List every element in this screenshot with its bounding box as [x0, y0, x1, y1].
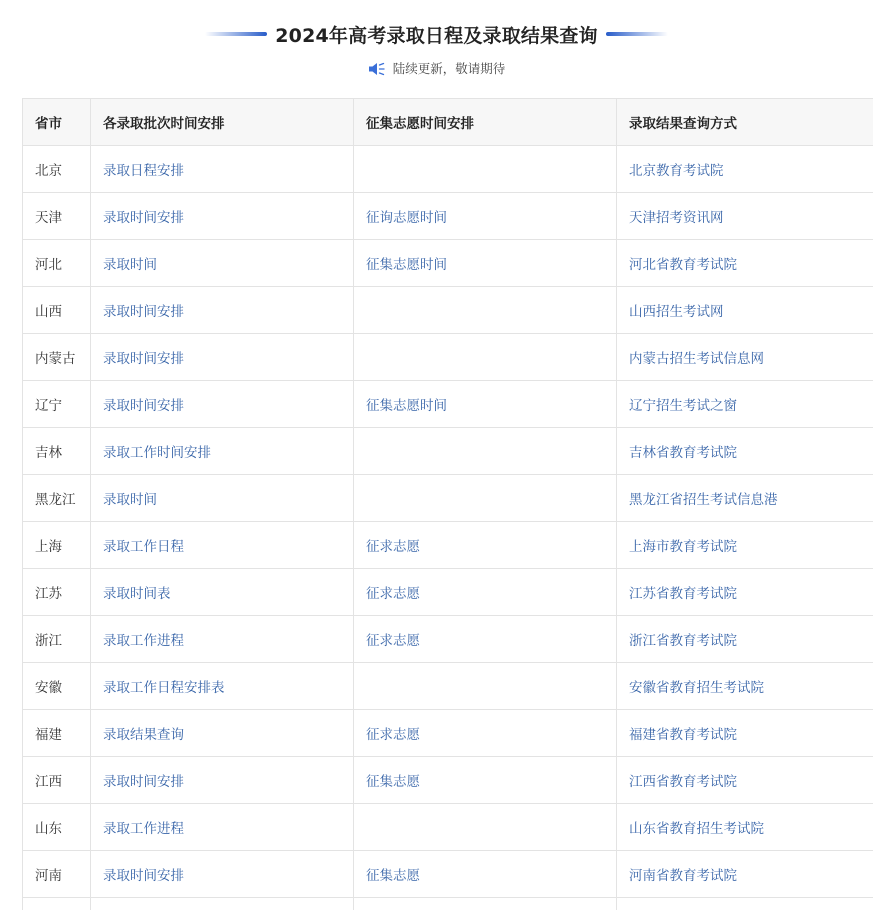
schedule-link[interactable]: 录取工作时间安排: [91, 428, 354, 475]
schedule-link[interactable]: 录取时间安排: [91, 851, 354, 898]
solicit-link[interactable]: 征询志愿时间: [354, 193, 617, 240]
result-link[interactable]: 江西省教育考试院: [617, 757, 873, 804]
table-body: [23, 146, 873, 910]
table-row: [23, 381, 873, 428]
table-row: [23, 757, 873, 804]
table-row: [23, 334, 873, 381]
schedule-link[interactable]: 录取时间: [91, 475, 354, 522]
schedule-link: [91, 898, 354, 910]
result-link[interactable]: 安徽省教育招生考试院: [617, 663, 873, 710]
column-header-result: 录取结果查询方式: [617, 99, 873, 146]
province-cell: 上海: [23, 522, 91, 569]
schedule-link[interactable]: 录取时间安排: [91, 381, 354, 428]
result-link[interactable]: 上海市教育考试院: [617, 522, 873, 569]
solicit-link: [354, 334, 617, 381]
province-cell: 山西: [23, 287, 91, 334]
table-header-row: [23, 99, 873, 146]
province-cell: 黑龙江: [23, 475, 91, 522]
column-header-schedule: 各录取批次时间安排: [91, 99, 354, 146]
result-link[interactable]: 北京教育考试院: [617, 146, 873, 193]
province-cell: 河北: [23, 240, 91, 287]
schedule-link[interactable]: 录取时间安排: [91, 287, 354, 334]
province-cell: 福建: [23, 710, 91, 757]
province-cell: 内蒙古: [23, 334, 91, 381]
province-cell: 北京: [23, 146, 91, 193]
page-title: 2024年高考录取日程及录取结果查询: [275, 24, 598, 47]
province-cell: 河南: [23, 851, 91, 898]
table-row: [23, 663, 873, 710]
solicit-link[interactable]: 征求志愿: [354, 710, 617, 757]
province-cell: 江西: [23, 757, 91, 804]
result-link[interactable]: 辽宁招生考试之窗: [617, 381, 873, 428]
solicit-link[interactable]: 征集志愿: [354, 757, 617, 804]
title-decor-right: [606, 32, 668, 36]
solicit-link: [354, 428, 617, 475]
result-link[interactable]: 浙江省教育考试院: [617, 616, 873, 663]
province-cell: 山东: [23, 804, 91, 851]
table-row: [23, 428, 873, 475]
solicit-link: [354, 804, 617, 851]
province-cell: 安徽: [23, 663, 91, 710]
table-row: [23, 240, 873, 287]
notice-text: 陆续更新，敬请期待: [392, 61, 506, 76]
result-link[interactable]: 内蒙古招生考试信息网: [617, 334, 873, 381]
schedule-link[interactable]: 录取时间表: [91, 569, 354, 616]
result-link[interactable]: 河北省教育考试院: [617, 240, 873, 287]
solicit-link[interactable]: 征集志愿时间: [354, 240, 617, 287]
province-cell: 辽宁: [23, 381, 91, 428]
solicit-link[interactable]: 征集志愿: [354, 851, 617, 898]
province-cell: 江苏: [23, 569, 91, 616]
table-row: [23, 475, 873, 522]
province-cell: [23, 898, 91, 910]
schedule-link[interactable]: 录取日程安排: [91, 146, 354, 193]
province-cell: 浙江: [23, 616, 91, 663]
solicit-link[interactable]: 征集志愿时间: [354, 381, 617, 428]
result-link[interactable]: 天津招考资讯网: [617, 193, 873, 240]
schedule-link[interactable]: 录取时间安排: [91, 334, 354, 381]
solicit-link: [354, 898, 617, 910]
schedule-link[interactable]: 录取时间: [91, 240, 354, 287]
admission-table-container: [22, 98, 873, 910]
table-row: [23, 522, 873, 569]
table-row: [23, 616, 873, 663]
result-link[interactable]: 河南省教育考试院: [617, 851, 873, 898]
solicit-link: [354, 287, 617, 334]
result-link[interactable]: 山东省教育招生考试院: [617, 804, 873, 851]
schedule-link[interactable]: 录取工作日程: [91, 522, 354, 569]
solicit-link[interactable]: 征求志愿: [354, 569, 617, 616]
column-header-province: 省市: [23, 99, 91, 146]
result-link: [617, 898, 873, 910]
schedule-link[interactable]: 录取工作日程安排表: [91, 663, 354, 710]
table-row: [23, 898, 873, 910]
admission-table: [22, 98, 873, 910]
result-link[interactable]: 吉林省教育考试院: [617, 428, 873, 475]
schedule-link[interactable]: 录取工作进程: [91, 804, 354, 851]
schedule-link[interactable]: 录取结果查询: [91, 710, 354, 757]
solicit-link: [354, 475, 617, 522]
solicit-link: [354, 663, 617, 710]
table-row: [23, 804, 873, 851]
table-row: [23, 287, 873, 334]
notice-bar: [0, 58, 873, 78]
result-link[interactable]: 福建省教育考试院: [617, 710, 873, 757]
schedule-link[interactable]: 录取工作进程: [91, 616, 354, 663]
province-cell: 天津: [23, 193, 91, 240]
province-cell: 吉林: [23, 428, 91, 475]
result-link[interactable]: 江苏省教育考试院: [617, 569, 873, 616]
speaker-icon: [368, 61, 386, 75]
schedule-link[interactable]: 录取时间安排: [91, 757, 354, 804]
column-header-solicit: 征集志愿时间安排: [354, 99, 617, 146]
title-decor-left: [205, 32, 267, 36]
solicit-link[interactable]: 征求志愿: [354, 616, 617, 663]
table-row: [23, 569, 873, 616]
table-row: [23, 710, 873, 757]
solicit-link: [354, 146, 617, 193]
title-bar: [0, 18, 873, 50]
result-link[interactable]: 黑龙江省招生考试信息港: [617, 475, 873, 522]
table-row: [23, 146, 873, 193]
result-link[interactable]: 山西招生考试网: [617, 287, 873, 334]
table-row: [23, 193, 873, 240]
table-row: [23, 851, 873, 898]
solicit-link[interactable]: 征求志愿: [354, 522, 617, 569]
schedule-link[interactable]: 录取时间安排: [91, 193, 354, 240]
